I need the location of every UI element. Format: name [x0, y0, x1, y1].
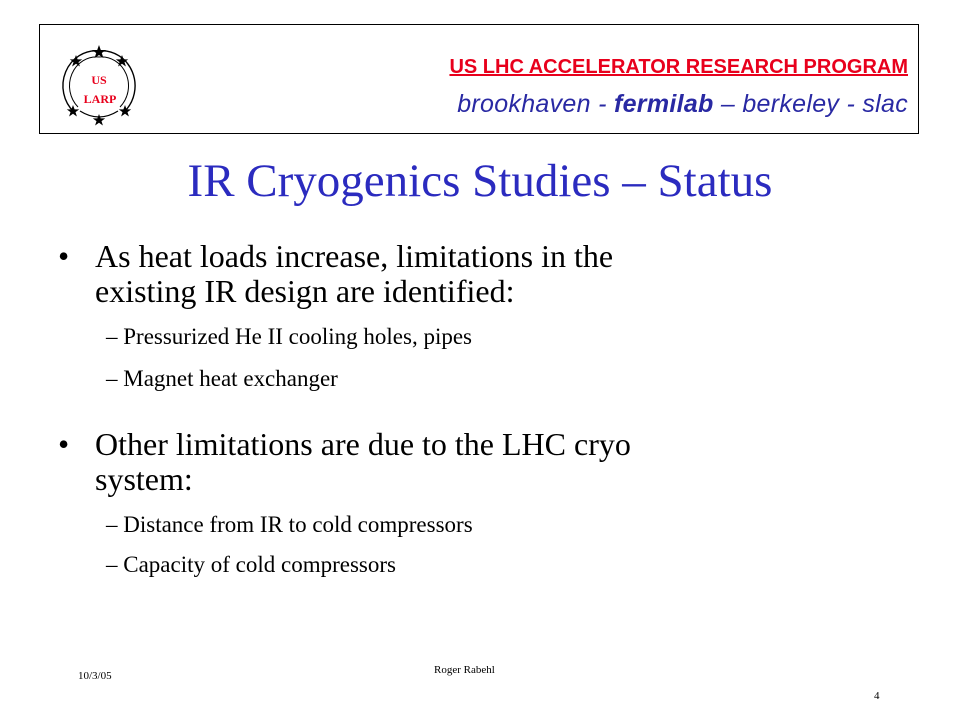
bullet-text-line: Other limitations are due to the LHC cryo	[95, 426, 631, 462]
logo-text-larp: LARP	[83, 92, 117, 106]
sub-bullet-text: Magnet heat exchanger	[123, 366, 338, 391]
sub-bullet-text: Distance from IR to cold compressors	[123, 512, 473, 537]
bullet-text-line: system:	[95, 461, 193, 497]
sub-bullet-text: Capacity of cold compressors	[123, 552, 396, 577]
header-banner	[39, 24, 919, 134]
sub-bullet-text: Pressurized He II cooling holes, pipes	[123, 324, 473, 349]
labs-brookhaven: brookhaven -	[457, 90, 614, 118]
bullet-text-line: As heat loads increase, limitations in the	[95, 238, 614, 274]
sub-bullet-item	[106, 552, 396, 578]
dash-glyph: –	[106, 552, 118, 577]
footer-date: 10/3/05	[78, 670, 112, 682]
sub-bullet-item	[106, 512, 473, 538]
bullet-glyph: •	[58, 238, 70, 274]
bullet-glyph: •	[58, 426, 70, 462]
us-larp-logo	[60, 41, 138, 127]
labs-fermilab: fermilab	[613, 90, 714, 118]
program-title: US LHC ACCELERATOR RESEARCH PROGRAM	[449, 56, 908, 78]
dash-glyph: –	[106, 324, 118, 349]
page-number: 4	[874, 690, 880, 702]
sub-bullet-item	[106, 324, 472, 350]
sub-bullet-item	[106, 366, 338, 392]
institutions-line	[457, 90, 908, 119]
dash-glyph: –	[106, 512, 118, 537]
labs-berkeley-slac: – berkeley - slac	[713, 90, 908, 118]
bullet-text-line: existing IR design are identified:	[95, 273, 515, 309]
footer-author: Roger Rabehl	[434, 664, 495, 676]
dash-glyph: –	[106, 366, 118, 391]
logo-text-us: US	[91, 73, 107, 87]
slide-title: IR Cryogenics Studies – Status	[187, 155, 773, 207]
